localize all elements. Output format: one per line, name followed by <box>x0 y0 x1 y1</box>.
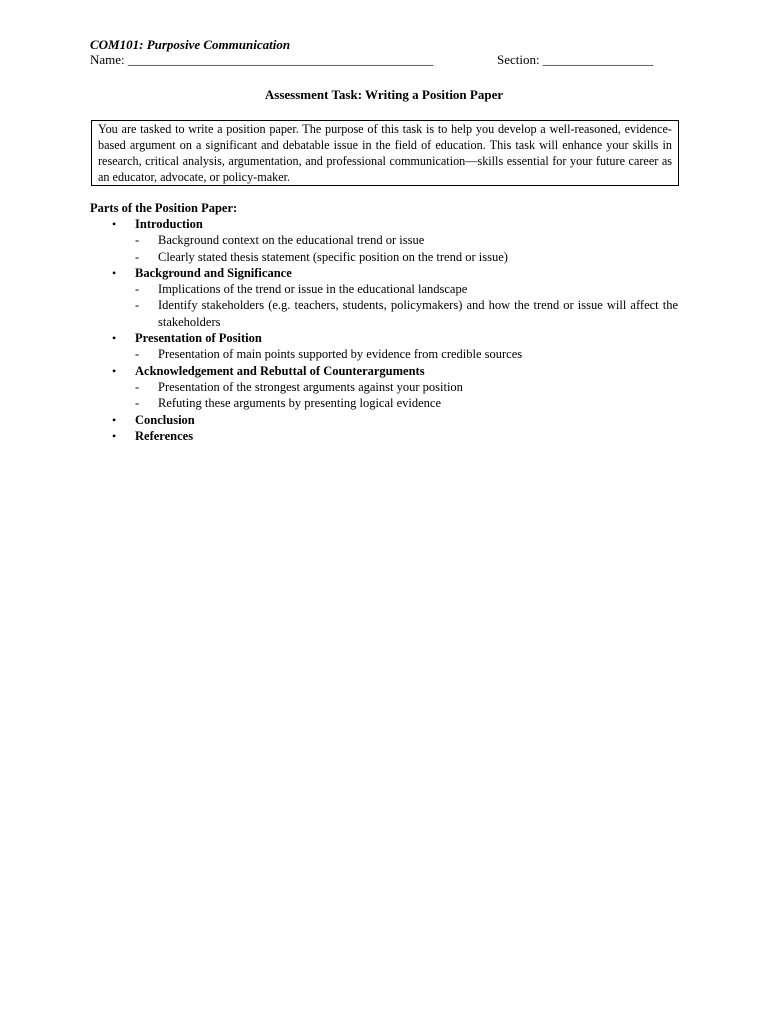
bullet-icon: • <box>112 217 117 231</box>
sub-item-text: Presentation of main points supported by evidence from credible sources <box>158 347 523 362</box>
bullet-icon: • <box>112 412 117 427</box>
sub-item <box>135 281 678 297</box>
dash-marker: - <box>135 282 140 297</box>
dash-marker: - <box>135 298 140 313</box>
sub-item-text: Implications of the trend or issue in the educational landscape <box>158 282 468 297</box>
dash-marker: - <box>135 233 140 248</box>
sub-item <box>135 346 678 362</box>
sub-item-list <box>135 281 678 330</box>
bullet-icon: • <box>112 331 117 346</box>
dash-marker: - <box>135 396 140 411</box>
course-title: COM101: Purposive Communication <box>90 37 291 52</box>
sub-item-text: Identify stakeholders (e.g. teachers, students, policymakers) and how the trend or issue will affect the stakeholders <box>158 298 678 329</box>
part-item <box>90 265 678 330</box>
part-title: Conclusion <box>135 412 195 427</box>
part-title: Acknowledgement and Rebuttal of Counterarguments <box>135 363 425 378</box>
parts-heading: Parts of the Position Paper: <box>90 201 238 215</box>
name-field-line: Name: _______________________________________________ <box>90 52 434 67</box>
dash-marker: - <box>135 379 140 394</box>
part-item <box>90 330 678 363</box>
dash-marker: - <box>135 347 140 362</box>
sub-item-text: Background context on the educational trend or issue <box>158 233 425 248</box>
part-title: Background and Significance <box>135 265 292 280</box>
sub-item-list <box>135 379 678 412</box>
sub-item-text: Clearly stated thesis statement (specific position on the trend or issue) <box>158 249 508 264</box>
bullet-icon: • <box>112 265 117 280</box>
dash-marker: - <box>135 249 140 264</box>
part-title: References <box>135 428 194 443</box>
page-title: Assessment Task: Writing a Position Paper <box>264 87 504 102</box>
section-field-line: Section: _________________ <box>497 52 654 67</box>
part-title: Presentation of Position <box>135 331 262 346</box>
part-item <box>90 216 678 265</box>
bullet-icon: • <box>112 363 117 378</box>
parts-list <box>90 216 678 444</box>
task-description-box: You are tasked to write a position paper. The purpose of this task is to help you develop a well-reasoned, evidence-based argument on a significant and debatable issue in the field of education. This task will enhance your skills in research, critical analysis, argumentation, and professional communication—skills essential for your future career as an educator, advocate, or policy-maker. <box>91 120 679 186</box>
sub-item-list <box>135 232 678 265</box>
bullet-icon: • <box>112 428 117 443</box>
part-title: Introduction <box>135 217 203 231</box>
sub-item <box>135 249 678 265</box>
sub-item-text: Presentation of the strongest arguments against your position <box>158 379 463 394</box>
sub-item <box>135 395 678 411</box>
sub-item <box>135 297 678 330</box>
sub-item-text: Refuting these arguments by presenting logical evidence <box>158 396 442 411</box>
sub-item <box>135 232 678 248</box>
part-item <box>90 412 678 428</box>
sub-item <box>135 379 678 395</box>
part-item <box>90 428 678 444</box>
part-item <box>90 363 678 412</box>
sub-item-list <box>135 346 678 362</box>
